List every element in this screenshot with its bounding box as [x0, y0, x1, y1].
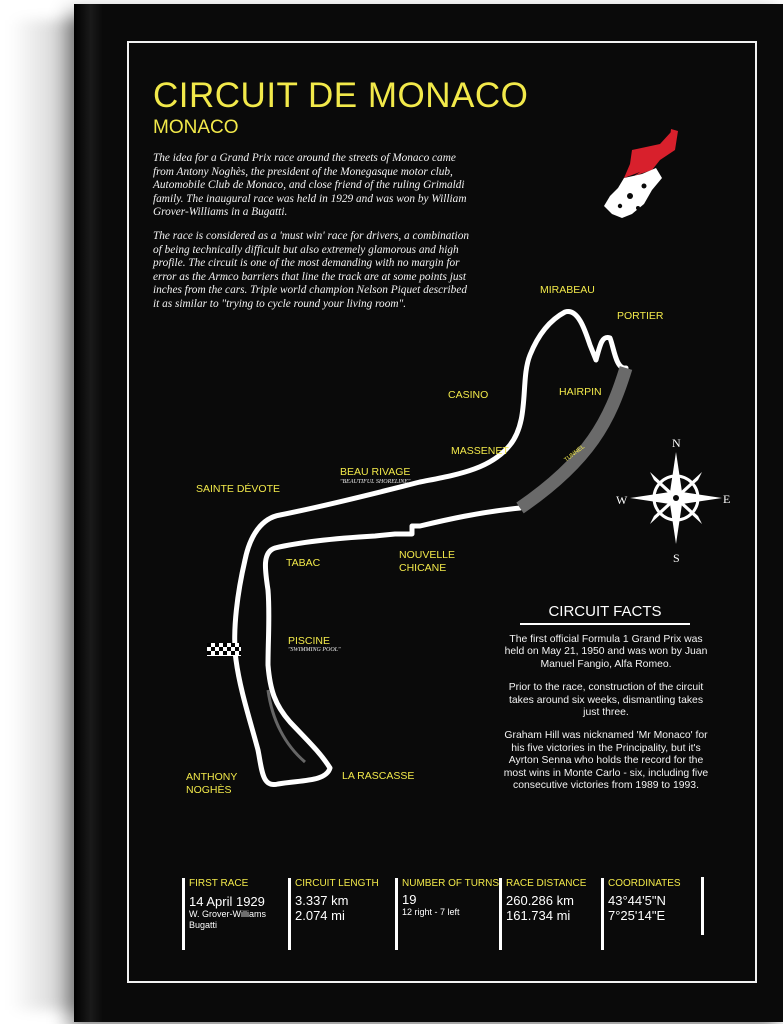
corner-chicane-line: CHICANE	[399, 562, 447, 574]
stat-turns	[395, 878, 499, 950]
stat-value: 7°25'14"E	[608, 908, 666, 923]
corner-portier: PORTIER	[617, 310, 664, 322]
compass-e: E	[723, 492, 731, 506]
stat-label: COORDINATES	[608, 878, 681, 889]
corner-piscine: PISCINE	[288, 635, 331, 647]
facts-title: CIRCUIT FACTS	[520, 603, 690, 625]
stat-first-race	[182, 878, 266, 950]
stat-label: RACE DISTANCE	[506, 878, 587, 889]
stat-coordinates	[601, 878, 681, 950]
stat-sub: W. Grover-Williams	[189, 909, 266, 919]
corner-nouvelle-line: NOUVELLE	[399, 549, 456, 561]
stat-circuit-length	[288, 878, 379, 950]
corner-sainte-devote: SAINTE DÉVOTE	[196, 483, 281, 495]
corner-anthony-line: ANTHONY	[186, 771, 238, 783]
stat-value: 2.074 mi	[295, 908, 345, 923]
tunnel-label: TUNNEL	[563, 444, 587, 464]
corner-anthony-noghes	[186, 771, 237, 797]
corner-piscine-sub: "SWIMMING POOL"	[288, 647, 341, 653]
corner-noghes-line: NOGHÈS	[186, 784, 232, 796]
stat-label: CIRCUIT LENGTH	[295, 878, 379, 889]
compass-w: W	[616, 493, 628, 507]
corner-massenet: MASSENET	[451, 445, 509, 457]
stats-end-divider	[701, 877, 704, 935]
stat-race-distance	[499, 878, 586, 950]
stat-sub: 12 right - 7 left	[402, 907, 460, 917]
stat-value: 260.286 km	[506, 893, 574, 908]
corner-tabac: TABAC	[286, 557, 321, 569]
facts-text	[500, 634, 712, 803]
compass-rose-icon	[630, 452, 722, 544]
facts-paragraph: Prior to the race, construction of the circuit takes around six weeks, dismantling takes just three.	[508, 682, 704, 719]
corner-beau-rivage: BEAU RIVAGE	[340, 466, 411, 478]
stat-value: 43°44'5"N	[608, 893, 666, 908]
stat-label: NUMBER OF TURNS	[402, 878, 500, 889]
compass-s: S	[673, 551, 680, 565]
stat-value: 14 April 1929	[189, 894, 265, 909]
monaco-map-icon	[604, 129, 678, 218]
compass-n: N	[672, 436, 681, 450]
stat-label: FIRST RACE	[189, 878, 249, 889]
start-finish-flag	[207, 643, 241, 656]
intro-paragraph: The race is considered as a 'must win' race for drivers, a combination of being technically difficult but also extremely glamorous and high profile. The circuit is one of the most demanding with no margin for error as the Armco barriers that line the track are at some points just inches from the cars. Triple world champion Nelson Piquet described it as similar to "trying to cycle round your living room".	[153, 229, 469, 310]
corner-mirabeau: MIRABEAU	[540, 284, 595, 296]
poster-subtitle: MONACO	[153, 117, 239, 138]
facts-paragraph: The first official Formula 1 Grand Prix was held on May 21, 1950 and was won by Juan Manuel Fangio, Alfa Romeo.	[504, 634, 708, 670]
stat-value: 161.734 mi	[506, 908, 571, 923]
stat-sub: Bugatti	[189, 920, 218, 930]
stat-value: 3.337 km	[295, 893, 349, 908]
corner-nouvelle-chicane	[399, 549, 455, 575]
corner-beau-rivage-sub: "BEAUTIFUL SHORELINE"	[340, 479, 411, 485]
poster-title: CIRCUIT DE MONACO	[153, 76, 529, 115]
corner-casino: CASINO	[448, 389, 489, 401]
intro-paragraph: The idea for a Grand Prix race around the streets of Monaco came from Antony Noghès, the president of the Monegasque motor club, Automobile Club de Monaco, and close friend of the ruling Grimaldi family. The inaugural race was held in 1929 and was won by William Grover-Williams in a Bugatti.	[153, 152, 467, 219]
facts-paragraph: Graham Hill was nicknamed 'Mr Monaco' for his five victories in the Principality, but it's Ayrton Senna who holds the record for the most wins in Monte Carlo - six, including five consecutive victories from 1989 to 1993.	[503, 730, 709, 792]
corner-la-rascasse: LA RASCASSE	[342, 770, 415, 782]
stat-value: 19	[402, 892, 417, 907]
corner-hairpin: HAIRPIN	[559, 386, 602, 398]
